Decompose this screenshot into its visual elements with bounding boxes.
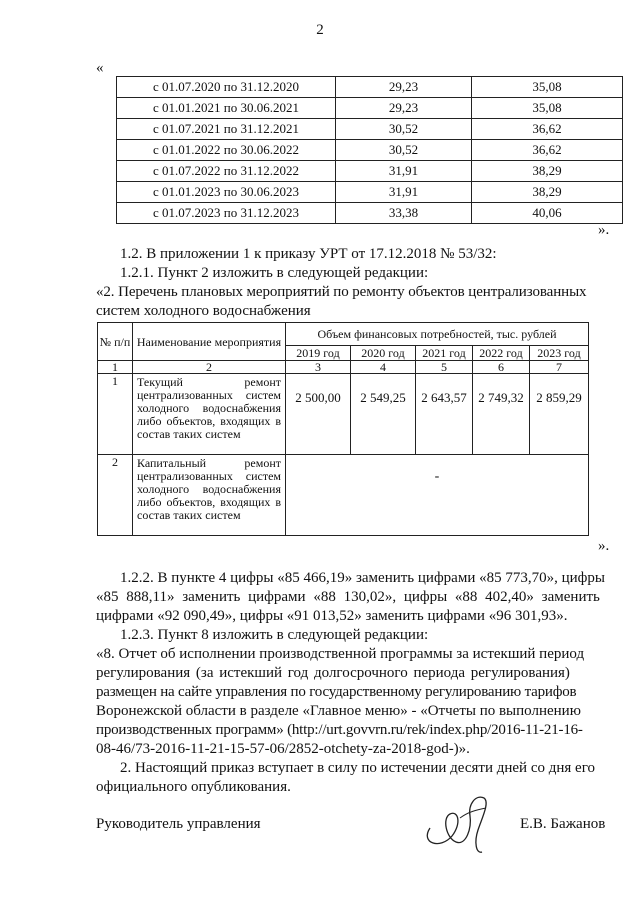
value-cell: 29,23 bbox=[336, 77, 472, 98]
value-cell: 31,91 bbox=[336, 161, 472, 182]
table-row bbox=[98, 374, 589, 455]
signatory-name: Е.В. Бажанов bbox=[520, 816, 606, 832]
period-cell: с 01.01.2022 по 30.06.2022 bbox=[117, 140, 336, 161]
col-number: 6 bbox=[473, 361, 530, 374]
col-number: 5 bbox=[416, 361, 473, 374]
works-table-closing-quote: ». bbox=[598, 538, 610, 554]
header-name: Наименование мероприятия bbox=[133, 323, 286, 361]
period-cell: с 01.07.2020 по 31.12.2020 bbox=[117, 77, 336, 98]
header-year-2020: 2020 год bbox=[351, 346, 416, 361]
quote-open: « bbox=[96, 60, 104, 76]
table-row bbox=[117, 140, 623, 161]
row-value: 2 500,00 bbox=[286, 374, 351, 455]
value-cell: 30,52 bbox=[336, 119, 472, 140]
row-value: 2 549,25 bbox=[351, 374, 416, 455]
row-value: 2 643,57 bbox=[416, 374, 473, 455]
section-1-2-2-line3: цифрами «92 090,49», цифры «91 013,52» заменить цифрами «96 301,93». bbox=[96, 608, 568, 624]
item8-line2: регулирования (за истекший год долгосрочного периода регулирования) bbox=[96, 665, 570, 681]
item8-line1: «8. Отчет об исполнении производственной программы за истекший период bbox=[96, 646, 585, 662]
signatory-position: Руководитель управления bbox=[96, 816, 261, 832]
col-number: 3 bbox=[286, 361, 351, 374]
item8-line4: Воронежской области в разделе «Главное меню» - «Отчеты по выполнению bbox=[96, 703, 581, 719]
table-row bbox=[117, 77, 623, 98]
col-number: 4 bbox=[351, 361, 416, 374]
value-cell: 38,29 bbox=[472, 182, 623, 203]
value-cell: 36,62 bbox=[472, 119, 623, 140]
header-year-2022: 2022 год bbox=[473, 346, 530, 361]
header-year-2019: 2019 год bbox=[286, 346, 351, 361]
row-value: 2 749,32 bbox=[473, 374, 530, 455]
section-1-2-2-line2: «85 888,11» заменить цифрами «88 130,02», цифры «88 402,40» заменить bbox=[96, 589, 600, 605]
row-value: 2 859,29 bbox=[530, 374, 589, 455]
value-cell: 36,62 bbox=[472, 140, 623, 161]
col-number: 2 bbox=[133, 361, 286, 374]
item2-heading-line2: систем холодного водоснабжения bbox=[96, 303, 311, 319]
col-number: 1 bbox=[98, 361, 133, 374]
section-1-2-2-line1: 1.2.2. В пункте 4 цифры «85 466,19» заменить цифрами «85 773,70», цифры bbox=[120, 570, 605, 586]
row-num: 1 bbox=[98, 374, 133, 455]
table-row bbox=[117, 98, 623, 119]
period-cell: с 01.07.2023 по 31.12.2023 bbox=[117, 203, 336, 224]
section-1-2: 1.2. В приложении 1 к приказу УРТ от 17.12.2018 № 53/32: bbox=[120, 246, 497, 262]
period-cell: с 01.07.2021 по 31.12.2021 bbox=[117, 119, 336, 140]
handwritten-signature-icon bbox=[420, 788, 510, 858]
section-1-2-3: 1.2.3. Пункт 8 изложить в следующей редакции: bbox=[120, 627, 429, 643]
col-number: 7 bbox=[530, 361, 589, 374]
section-2-line1: 2. Настоящий приказ вступает в силу по истечении десяти дней со дня его bbox=[120, 760, 595, 776]
value-cell: 31,91 bbox=[336, 182, 472, 203]
header-volume: Объем финансовых потребностей, тыс. рублей bbox=[286, 323, 589, 346]
value-cell: 33,38 bbox=[336, 203, 472, 224]
tariff-table bbox=[116, 76, 623, 224]
works-table bbox=[97, 322, 589, 536]
row-merged-value: - bbox=[286, 455, 589, 536]
header-num: № п/п bbox=[98, 323, 133, 361]
value-cell: 40,06 bbox=[472, 203, 623, 224]
tariff-table-closing-quote: ». bbox=[598, 222, 610, 238]
value-cell: 35,08 bbox=[472, 98, 623, 119]
value-cell: 38,29 bbox=[472, 161, 623, 182]
item2-heading-line1: «2. Перечень плановых мероприятий по ремонту объектов централизованных bbox=[96, 284, 587, 300]
table-row bbox=[117, 119, 623, 140]
header-year-2023: 2023 год bbox=[530, 346, 589, 361]
row-name: Капитальный ремонт централизованных систем холодного водоснабжения либо объектов, входящих в состав таких систем bbox=[133, 455, 286, 536]
item8-line6: 08-46/73-2016-11-21-15-57-06/2852-otchety-za-2018-god-)». bbox=[96, 741, 470, 757]
table-row bbox=[117, 203, 623, 224]
period-cell: с 01.07.2022 по 31.12.2022 bbox=[117, 161, 336, 182]
period-cell: с 01.01.2023 по 30.06.2023 bbox=[117, 182, 336, 203]
section-1-2-1: 1.2.1. Пункт 2 изложить в следующей редакции: bbox=[120, 265, 429, 281]
table-row bbox=[117, 182, 623, 203]
table-row bbox=[117, 161, 623, 182]
period-cell: с 01.01.2021 по 30.06.2021 bbox=[117, 98, 336, 119]
row-num: 2 bbox=[98, 455, 133, 536]
value-cell: 30,52 bbox=[336, 140, 472, 161]
item8-line5: производственных программ» (http://urt.govvrn.ru/rek/index.php/2016-11-21-16- bbox=[96, 722, 583, 738]
section-2-line2: официального опубликования. bbox=[96, 779, 291, 795]
item8-line3: размещен на сайте управления по государственному регулированию тарифов bbox=[96, 684, 577, 700]
page-number: 2 bbox=[316, 22, 324, 38]
value-cell: 29,23 bbox=[336, 98, 472, 119]
table-row bbox=[98, 455, 589, 536]
value-cell: 35,08 bbox=[472, 77, 623, 98]
header-year-2021: 2021 год bbox=[416, 346, 473, 361]
row-name: Текущий ремонт централизованных систем холодного водоснабжения либо объектов, входящих в состав таких систем bbox=[133, 374, 286, 455]
